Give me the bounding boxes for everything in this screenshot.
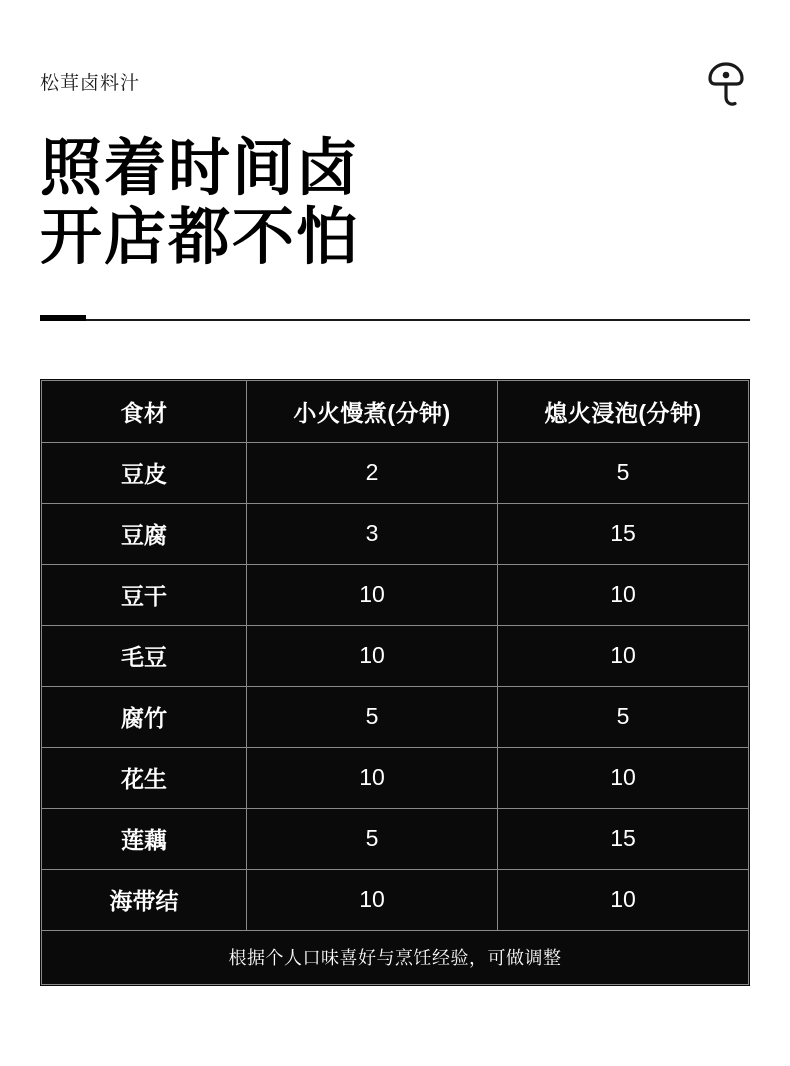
table-row xyxy=(42,747,749,808)
brand-label: 松茸卤料汁 xyxy=(40,73,141,94)
headline xyxy=(40,134,750,273)
cell-simmer: 5 xyxy=(247,808,498,869)
cooking-time-table xyxy=(40,379,750,986)
cell-ingredient: 腐竹 xyxy=(42,686,247,747)
table-header-row xyxy=(42,380,749,442)
table-row xyxy=(42,808,749,869)
cell-simmer: 3 xyxy=(247,503,498,564)
cell-soak: 5 xyxy=(498,686,749,747)
cell-soak: 10 xyxy=(498,747,749,808)
headline-line-1: 照着时间卤 xyxy=(40,134,361,203)
table-row xyxy=(42,503,749,564)
column-header-ingredient: 食材 xyxy=(42,380,247,442)
divider xyxy=(40,315,750,327)
headline-line-2: 开店都不怕 xyxy=(40,203,361,273)
cell-simmer: 5 xyxy=(247,686,498,747)
table-footnote: 根据个人口味喜好与烹饪经验，可做调整 xyxy=(42,930,749,984)
cell-soak: 15 xyxy=(498,503,749,564)
mushroom-logo-icon xyxy=(706,60,746,108)
cell-simmer: 2 xyxy=(247,442,498,503)
cell-simmer: 10 xyxy=(247,747,498,808)
divider-line xyxy=(86,319,750,321)
cell-soak: 15 xyxy=(498,808,749,869)
cell-ingredient: 豆腐 xyxy=(42,503,247,564)
cell-soak: 10 xyxy=(498,625,749,686)
cell-ingredient: 花生 xyxy=(42,747,247,808)
cell-soak: 10 xyxy=(498,564,749,625)
cell-simmer: 10 xyxy=(247,564,498,625)
cell-soak: 10 xyxy=(498,869,749,930)
column-header-soak: 熄火浸泡(分钟) xyxy=(498,380,749,442)
cell-ingredient: 毛豆 xyxy=(42,625,247,686)
cell-simmer: 10 xyxy=(247,869,498,930)
table-row xyxy=(42,869,749,930)
cell-soak: 5 xyxy=(498,442,749,503)
cell-simmer: 10 xyxy=(247,625,498,686)
cell-ingredient: 莲藕 xyxy=(42,808,247,869)
table-row xyxy=(42,564,749,625)
table-row xyxy=(42,625,749,686)
cell-ingredient: 海带结 xyxy=(42,869,247,930)
cell-ingredient: 豆皮 xyxy=(42,442,247,503)
table-row xyxy=(42,442,749,503)
divider-accent xyxy=(40,315,86,321)
header xyxy=(40,0,750,108)
table-row xyxy=(42,686,749,747)
cell-ingredient: 豆干 xyxy=(42,564,247,625)
column-header-simmer: 小火慢煮(分钟) xyxy=(247,380,498,442)
table-footnote-row xyxy=(42,930,749,984)
